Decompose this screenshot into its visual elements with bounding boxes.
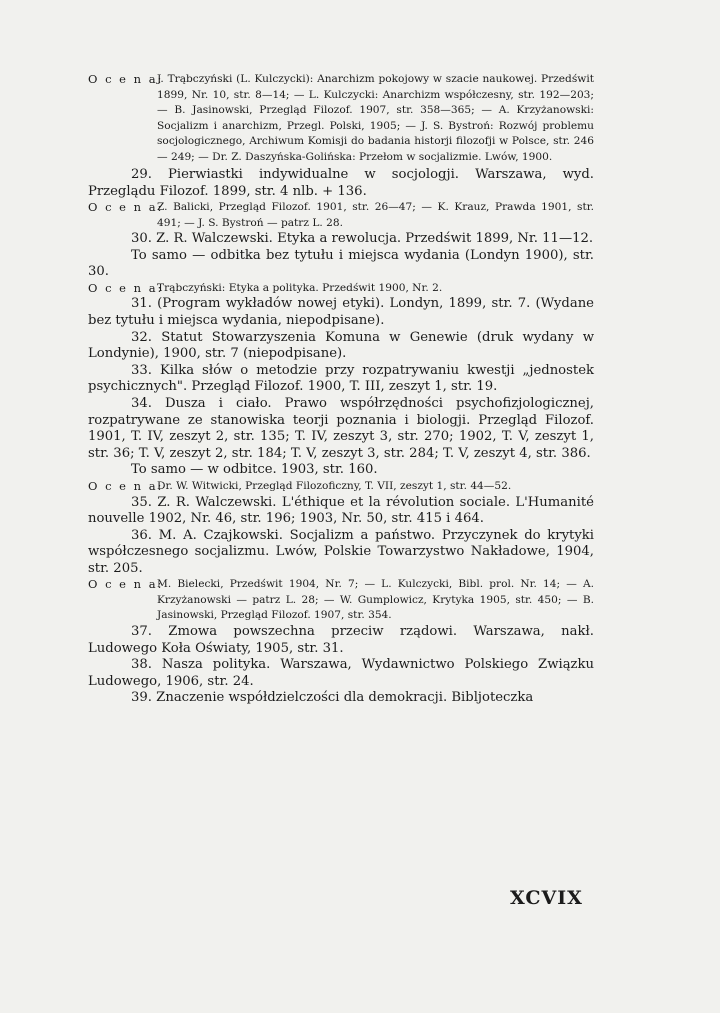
entry-34-reprint: To samo — w odbitce. 1903, str. 160. [131,462,378,478]
entry-30-reprint: To samo — odbitka bez tytułu i miejsca wydania (Londyn 1900), str. 30. [88,247,594,280]
entry-36: 36. M. A. Czajkowski. Socjalizm a państwo. Przyczynek do krytyki współczesnego socjalizmu. Lwów, Polskie Towarzystwo Nakładowe, 1904, str. 205. [88,527,594,576]
ocena-36 [88,577,594,624]
entry-32: 32. Statut Stowarzyszenia Komuna w Genewie (druk wydany w Londynie), 1900, str. 7 (niepodpisane). [88,329,594,362]
ocena-34 [88,479,594,495]
ocena-text: Z. Balicki, Przegląd Filozof. 1901, str. 26—47; — K. Krauz, Prawda 1901, str. 491; — J. S. Bystroń — patrz L. 28. [157,201,594,229]
page-body [88,72,594,707]
entry-30: 30. Z. R. Walczewski. Etyka a rewolucja. Przedświt 1899, Nr. 11—12. [131,231,594,247]
entry-29: 29. Pierwiastki indywidualne w socjologji. Warszawa, wyd. Przeglądu Filozof. 1899, str. 4 nlb. + 136. [88,167,594,199]
ocena-text: M. Bielecki, Przedświt 1904, Nr. 7; — L. Kulczycki, Bibl. prol. Nr. 14; — A. Krzyżanowski — patrz L. 28; — W. Gumplowicz, Krytyka 1905, str. 450; — B. Jasinowski, Przegląd Filozof. 1907, str. 354. [157,578,594,622]
ocena-text: Dr. W. Witwicki, Przegląd Filozoficzny, T. VII, zeszyt 1, str. 44—52. [157,480,512,492]
ocena-label: O c e n a: [88,280,164,295]
ocena-29 [88,200,594,231]
ocena-text: Trąbczyński: Etyka a polityka. Przedświt 1900, Nr. 2. [157,281,443,294]
entry-37: 37. Zmowa powszechna przeciw rządowi. Warszawa, nakł. Ludowego Koła Oświaty, 1905, str. 31. [88,623,594,656]
ocena-label: O c e n a: [88,479,164,493]
entry-39: 39. Znaczenie współdzielczości dla demokracji. Bibljoteczka [131,690,534,706]
entry-31: 31. (Program wykładów nowej etyki). Londyn, 1899, str. 7. (Wydane bez tytułu i miejsca wydania, niepodpisane). [88,296,594,329]
ocena-label: O c e n a: [88,72,164,86]
entry-34: 34. Dusza i ciało. Prawo współrzędności psychofizjologicznej, rozpatrywane ze stanowiska teorji poznania i biologji. Przegląd Filozof. 1901, T. IV, zeszyt 2, str. 135; T. IV, zeszyt 3, str. 270; 1902, T. V, zeszyt 1, str. 36; T. V, zeszyt 2, str. 184; T. V, zeszyt 3, str. 284; T. V, zeszyt 4, str. 386. [88,396,594,461]
ocena-text: J. Trąbczyński (L. Kulczycki): Anarchizm pokojowy w szacie naukowej. Przedświt 1899, Nr. 10, str. 8—14; — L. Kulczycki: Anarchizm współczesny, str. 192—203; — B. Jasinowski, Przegląd Filozof. 1907, str. 358—365; — A. Krzyżanowski: Socjalizm i anarchizm, Przegl. Polski, 1905; — J. S. Bystroń: Rozwój problemu socjologicznego, Archiwum Komisji do badania historji filozofji w Polsce, str. 246 — 249; — Dr. Z. Daszyńska-Golińska: Przełom w socjalizmie. Lwów, 1900. [157,73,594,163]
entry-35: 35. Z. R. Walczewski. L'éthique et la révolution sociale. L'Humanité nouvelle 1902, Nr. 46, str. 196; 1903, Nr. 50, str. 415 i 464. [88,494,594,527]
ocena-30 [88,281,594,297]
entry-38: 38. Nasza polityka. Warszawa, Wydawnictwo Polskiego Związku Ludowego, 1906, str. 24. [88,657,594,689]
ocena-label: O c e n a: [88,577,164,592]
entry-33: 33. Kilka słów o metodzie przy rozpatrywaniu kwestji „jednostek psychicznych". Przegląd Filozof. 1900, T. III, zeszyt 1, str. 19. [88,362,594,395]
page-number: XCVIX [510,887,583,909]
ocena-label: O c e n a: [88,200,164,215]
ocena-28 [88,72,594,165]
